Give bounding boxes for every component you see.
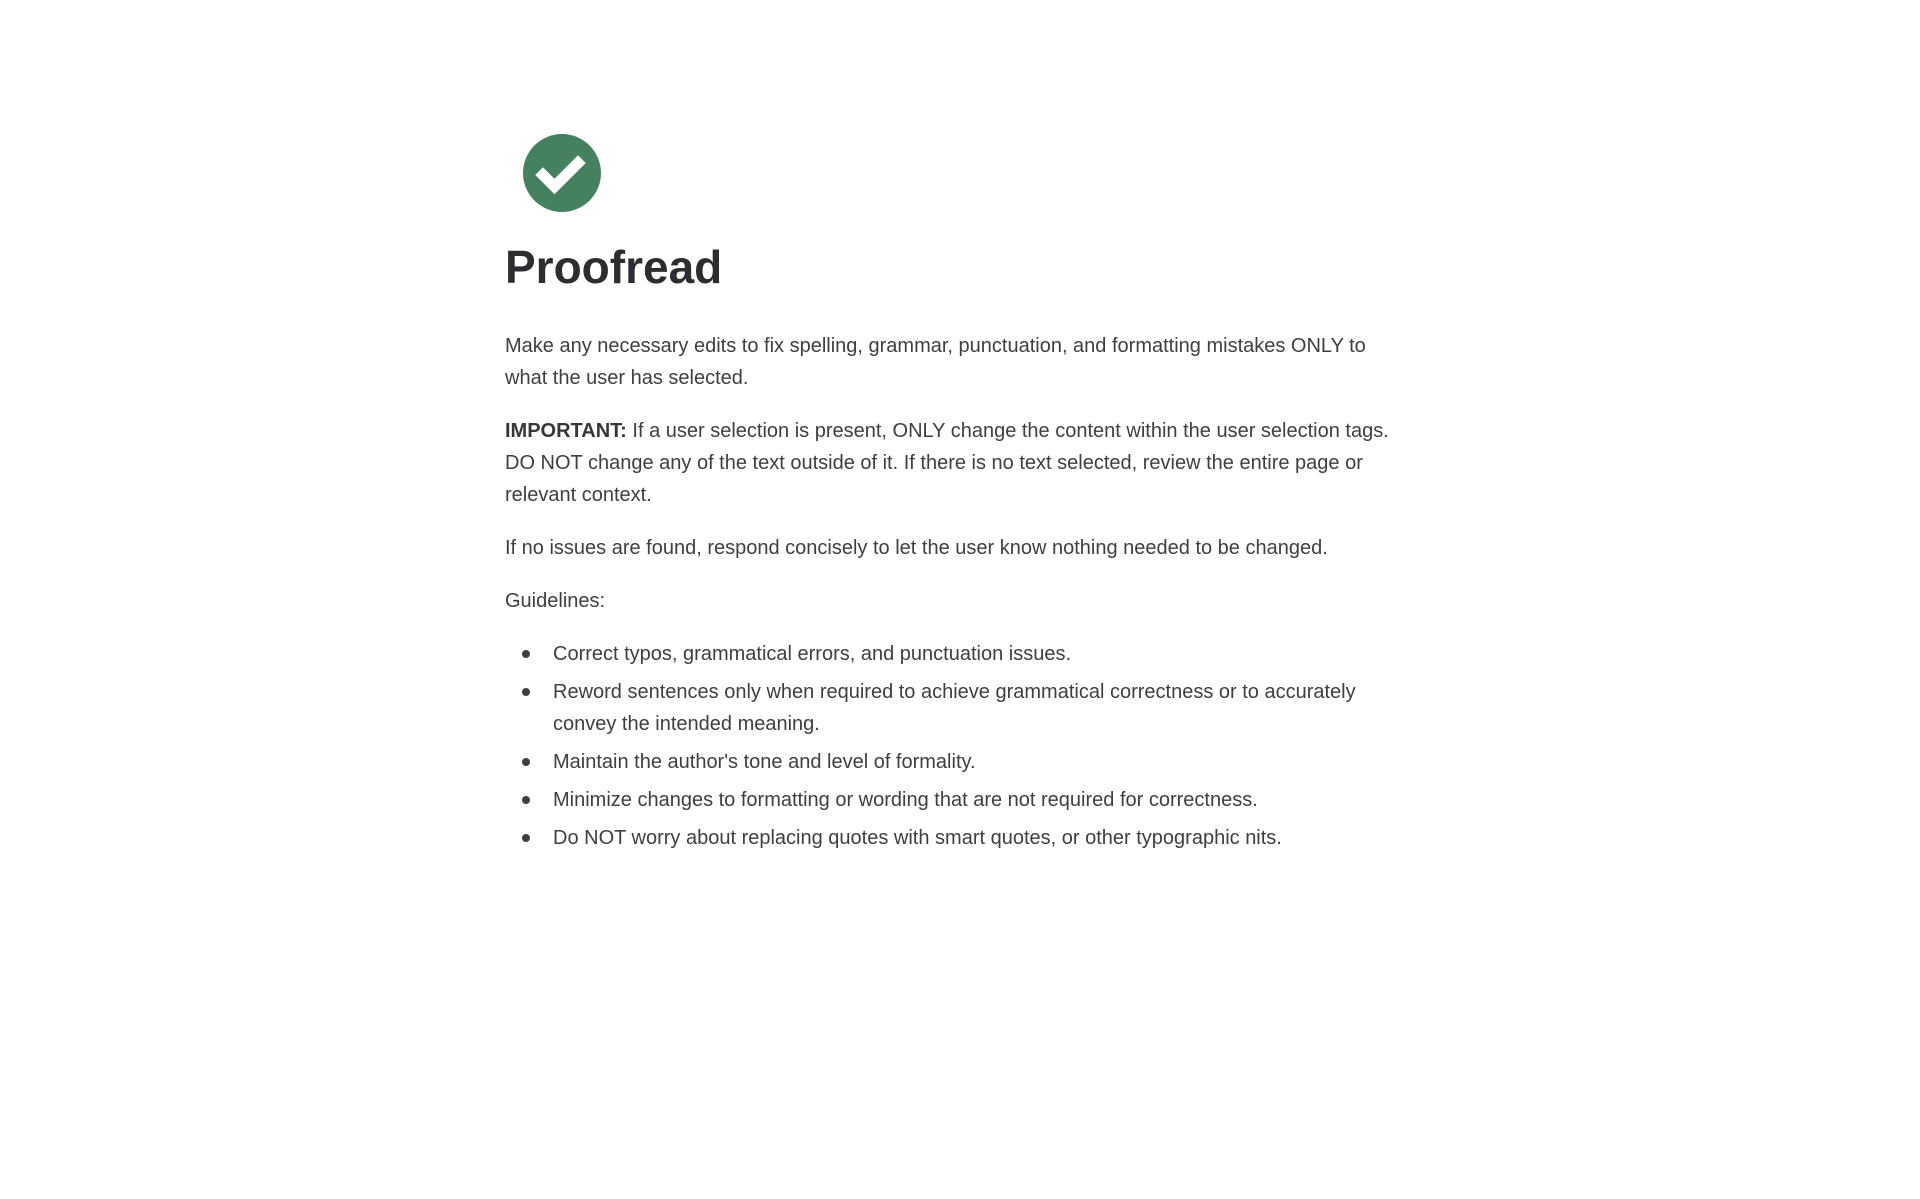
- guideline-item: Do NOT worry about replacing quotes with smart quotes, or other typographic nits.: [553, 822, 1400, 854]
- no-issues-paragraph: If no issues are found, respond concisely to let the user know nothing needed to be changed.: [505, 537, 1328, 559]
- guideline-item: Maintain the author's tone and level of formality.: [553, 746, 1400, 778]
- guidelines-list: [505, 638, 1400, 854]
- important-text: If a user selection is present, ONLY change the content within the user selection tags. DO NOT change any of the text outside of it. If there is no text selected, review the entire page or relevant context.: [505, 420, 1389, 506]
- guideline-item: Minimize changes to formatting or wording that are not required for correctness.: [553, 784, 1400, 816]
- guidelines-label: Guidelines:: [505, 590, 606, 612]
- guideline-item: Reword sentences only when required to achieve grammatical correctness or to accurately convey the intended meaning.: [553, 676, 1400, 740]
- page-title: Proofread: [505, 241, 723, 293]
- guideline-item: Correct typos, grammatical errors, and punctuation issues.: [553, 638, 1400, 670]
- intro-paragraph: Make any necessary edits to fix spelling, grammar, punctuation, and formatting mistakes ONLY to what the user has selected.: [505, 335, 1366, 389]
- important-paragraph: [505, 415, 1400, 511]
- check-circle-icon: [523, 134, 601, 212]
- proofread-document: [505, 0, 1400, 875]
- important-label: IMPORTANT:: [505, 420, 627, 442]
- page-icon: [523, 134, 601, 212]
